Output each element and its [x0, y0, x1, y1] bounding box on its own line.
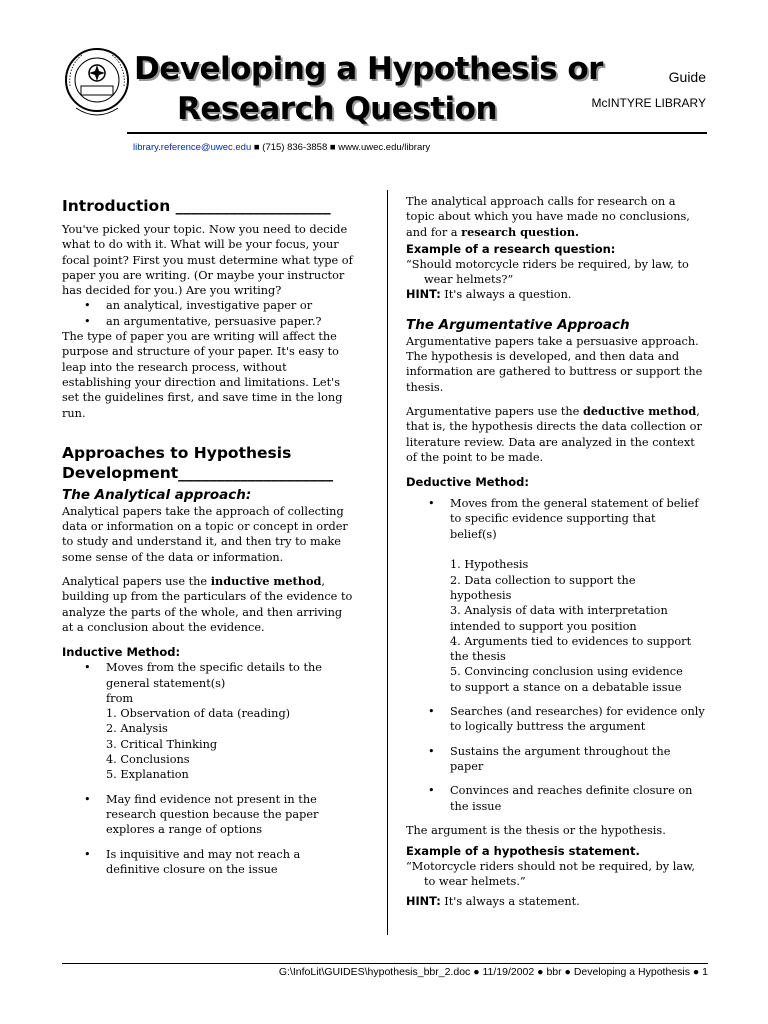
phone-number: (715) 836-3858: [262, 142, 328, 153]
university-seal-logo: [64, 46, 130, 126]
footer-initials: bbr: [546, 966, 562, 978]
list-item: • Sustains the argument throughout the paper: [406, 744, 706, 775]
list-item: • Moves from the specific details to the general statement(s) from 1. Observation of data (reading) 2. Analysis 3. Critical Thinking 4. Conclusions 5. Explanation: [62, 660, 354, 782]
argumentative-paragraph-2: Argumentative papers use the deductive method, that is, the hypothesis directs the data collection or literature review. Data are analyzed in the context of the point to be made.: [406, 403, 702, 464]
deductive-method-term: deductive method: [582, 403, 697, 418]
thesis-statement-line: The argument is the thesis or the hypothesis.: [406, 823, 666, 837]
bullet-icon: ●: [473, 966, 483, 978]
argumentative-paragraph-1: Argumentative papers take a persuasive approach. The hypothesis is developed, and then data and information are gathered to buttress or support the thesis.: [406, 334, 703, 394]
footer-rule: [62, 963, 708, 964]
square-bullet-icon: ■: [329, 142, 339, 153]
list-item: • an analytical, investigative paper or: [62, 298, 354, 313]
guide-label: Guide: [668, 69, 706, 85]
inductive-method-term: inductive method: [210, 574, 322, 589]
list-item: • Searches (and researches) for evidence only to logically buttress the argument: [406, 704, 706, 735]
analytical-heading: The Analytical approach:: [62, 486, 252, 503]
list-item: • Is inquisitive and may not reach a definitive closure on the issue: [62, 847, 354, 878]
analytical-paragraph-1: Analytical papers take the approach of collecting data or information on a topic or concept in order to study and understand it, and then try to make some sense of the data or information.: [62, 504, 348, 564]
research-question-example-heading: Example of a research question:: [406, 241, 616, 256]
intro-paragraph: You've picked your topic. Now you need to decide what to do with it. What will be your focus, your focal point? First you must determine what type of paper you are writing. (Or maybe your instructor has decided for you.) Are you writing?: [62, 223, 353, 298]
page-number: 1: [702, 966, 708, 978]
square-bullet-icon: ■: [253, 142, 263, 153]
analytical-research-paragraph: The analytical approach calls for research on a topic about which you have made no conclusions, and for a research question.: [406, 195, 690, 239]
left-column: [62, 196, 354, 877]
column-divider: [387, 190, 388, 935]
list-item: • May find evidence not present in the research question because the paper explores a range of options: [62, 792, 354, 838]
hint-statement: HINT: It's always a statement.: [406, 894, 580, 908]
intro-paragraph-2: The type of paper you are writing will affect the purpose and structure of your paper. It's easy to leap into the research process, without establishing your direction and limitations. Let's set the guidelines first, and save time in the long run.: [62, 330, 343, 420]
hint-label: HINT:: [406, 288, 441, 302]
footer-title: Developing a Hypothesis: [573, 966, 690, 978]
argumentative-heading: The Argumentative Approach: [406, 316, 630, 333]
hypothesis-example-heading: Example of a hypothesis statement.: [406, 844, 640, 859]
footer: [62, 966, 708, 978]
library-name: McINTYRE LIBRARY: [591, 96, 706, 110]
hypothesis-example: “Motorcycle riders should not be required, by law, to wear helmets.”: [406, 860, 696, 889]
website-link[interactable]: www.uwec.edu/library: [338, 142, 431, 153]
header-rule: [127, 132, 707, 134]
paper-type-list: [62, 298, 354, 329]
hint-label: HINT:: [406, 894, 441, 908]
inductive-list: [62, 660, 354, 877]
deductive-list: [406, 496, 706, 814]
approaches-heading-line2: Development____________________: [62, 463, 334, 482]
approaches-heading-line1: Approaches to Hypothesis: [62, 443, 292, 462]
inductive-method-heading: Inductive Method:: [62, 645, 181, 660]
file-path: G:\InfoLit\GUIDES\hypothesis_bbr_2.doc: [278, 966, 471, 978]
bullet-icon: ●: [537, 966, 547, 978]
introduction-heading: Introduction ____________________: [62, 197, 331, 215]
deductive-method-heading: Deductive Method:: [406, 475, 529, 490]
list-item: • Convinces and reaches definite closure on the issue: [406, 783, 706, 814]
bullet-icon: ●: [692, 966, 703, 978]
research-question-term: research question.: [461, 224, 579, 239]
email-link[interactable]: library.reference@uwec.edu: [133, 142, 252, 153]
list-item: • Moves from the general statement of belief to specific evidence supporting that belief(s) 1. Hypothesis 2. Data collection to support the hypothesis 3. Analysis of data with interpretation intended to support you position 4. Arguments tied to evidences to support the thesis 5. Convincing conclusion using evidence to support a stance on a debatable issue: [406, 496, 706, 695]
list-item: • an argumentative, persuasive paper.?: [62, 314, 354, 329]
analytical-paragraph-2: Analytical papers use the inductive method, building up from the particulars of the evidence to analyze the parts of the whole, and then arriving at a conclusion about the evidence.: [62, 574, 353, 634]
footer-date: 11/19/2002: [482, 966, 535, 978]
bullet-icon: ●: [564, 966, 574, 978]
contact-line: [133, 142, 430, 153]
research-question-example: “Should motorcycle riders be required, by law, to wear helmets?”: [406, 257, 689, 287]
title-line-2: Research Question: [177, 91, 498, 127]
right-column: [406, 194, 706, 909]
title-line-1: Developing a Hypothesis or: [134, 51, 603, 87]
hint-question: HINT: It's always a question.: [406, 288, 572, 302]
